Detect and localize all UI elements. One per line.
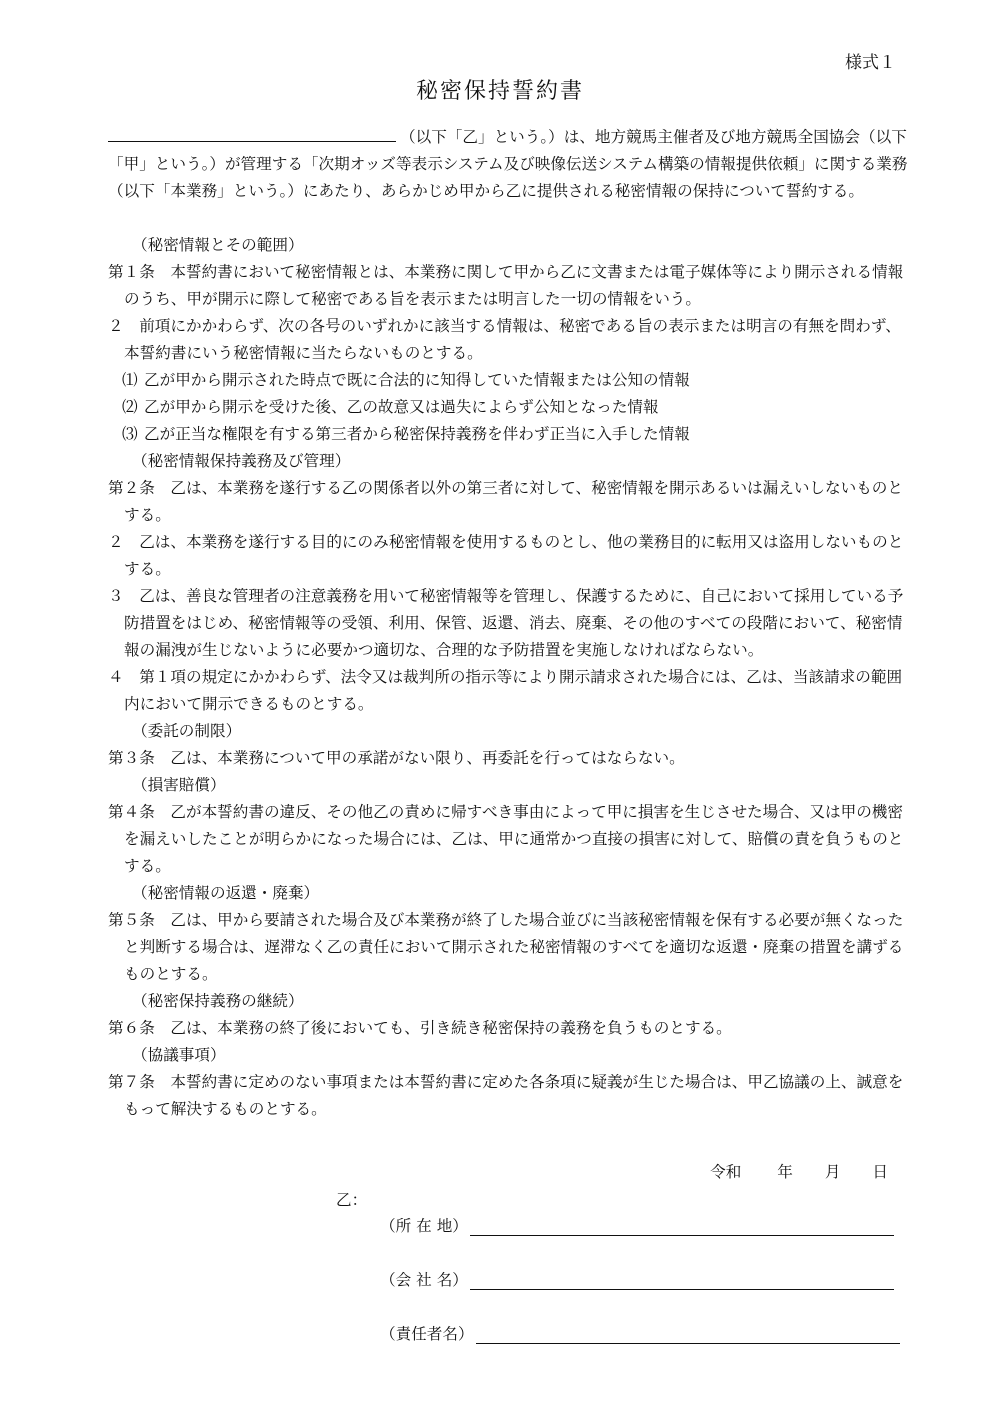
date-line xyxy=(710,1160,888,1182)
article-2-heading: （秘密情報保持義務及び管理） xyxy=(132,452,351,470)
address-row xyxy=(380,1214,894,1236)
document-body xyxy=(108,124,908,1123)
party-name-blank-line xyxy=(108,125,396,142)
article-4-heading: （損害賠償） xyxy=(132,776,226,794)
article-6-paragraph-1: 第６条 乙は、本業務の終了後においても、引き続き秘密保持の義務を負うものとする。 xyxy=(108,1019,732,1037)
article-1-item-1 xyxy=(108,367,908,394)
article-7-paragraph-1: 第７条 本誓約書に定めのない事項または本誓約書に定めた各条項に疑義が生じた場合は、甲乙協議の上、誠意をもって解決するものとする。 xyxy=(108,1073,904,1118)
article-7-heading: （協議事項） xyxy=(132,1046,226,1064)
address-blank-line xyxy=(470,1215,894,1236)
date-month: 月 xyxy=(824,1163,841,1181)
person-blank-line xyxy=(476,1323,900,1344)
article-2-paragraph-4: ４ 第１項の規定にかかわらず、法令又は裁判所の指示等により開示請求された場合には、乙は、当該請求の範囲内において開示できるものとする。 xyxy=(108,668,903,713)
company-blank-line xyxy=(470,1269,894,1290)
article-6-heading: （秘密保持義務の継続） xyxy=(132,992,304,1010)
company-row xyxy=(380,1268,894,1290)
form-number: 様式１ xyxy=(845,53,896,73)
article-4-paragraph-1: 第４条 乙が本誓約書の違反、その他乙の責めに帰すべき事由によって甲に損害を生じさせた場合、又は甲の機密を漏えいしたことが明らかになった場合には、乙は、甲に通常かつ直接の損害に対して、賠償の責を負うものとする。 xyxy=(108,803,904,875)
item-text: 乙が正当な権限を有する第三者から秘密保持義務を伴わず正当に入手した情報 xyxy=(144,425,690,443)
article-1-paragraph-1: 第１条 本誓約書において秘密情報とは、本業務に関して甲から乙に文書または電子媒体等により開示される情報のうち、甲が開示に際して秘密である旨を表示または明言した一切の情報をいう。 xyxy=(108,263,904,308)
date-era: 令和 xyxy=(710,1163,742,1181)
article-2-paragraph-3: ３ 乙は、善良な管理者の注意義務を用いて秘密情報等を管理し、保護するために、自己において採用している予防措置をはじめ、秘密情報等の受領、利用、保管、返還、消去、廃棄、その他のすべての段階において、秘密情報の漏洩が生じないように必要かつ適切な、合理的な予防措置を実施しなければならない。 xyxy=(108,587,904,659)
document-title: 秘密保持誓約書 xyxy=(415,79,584,104)
article-2-paragraph-1: 第２条 乙は、本業務を遂行する乙の関係者以外の第三者に対して、秘密情報を開示あるいは漏えいしないものとする。 xyxy=(108,479,903,524)
company-label: （会 社 名） xyxy=(380,1271,468,1289)
article-1-paragraph-2: ２ 前項にかかわらず、次の各号のいずれかに該当する情報は、秘密である旨の表示または明言の有無を問わず、本誓約書にいう秘密情報に当たらないものとする。 xyxy=(108,317,901,362)
date-year: 年 xyxy=(777,1163,793,1181)
article-3-paragraph-1: 第３条 乙は、本業務について甲の承諾がない限り、再委託を行ってはならない。 xyxy=(108,749,685,767)
person-label: （責任者名） xyxy=(380,1325,474,1343)
person-row xyxy=(380,1322,900,1344)
item-number: ⑶ xyxy=(122,425,138,443)
article-1-item-3 xyxy=(108,421,908,448)
item-text: 乙が甲から開示を受けた後、乙の故意又は過失によらず公知となった情報 xyxy=(144,398,659,416)
article-1-heading: （秘密情報とその範囲） xyxy=(132,236,304,254)
article-5-paragraph-1: 第５条 乙は、甲から要請された場合及び本業務が終了した場合並びに当該秘密情報を保有する必要が無くなったと判断する場合は、遅滞なく乙の責任において開示された秘密情報のすべてを適切な返還・廃棄の措置を講ずるものとする。 xyxy=(108,911,904,983)
signature-party-label: 乙： xyxy=(336,1191,368,1209)
address-label: （所 在 地） xyxy=(380,1217,468,1235)
date-day: 日 xyxy=(872,1163,888,1181)
article-5-heading: （秘密情報の返還・廃棄） xyxy=(132,884,320,902)
item-number: ⑴ xyxy=(122,371,138,389)
article-1-item-2 xyxy=(108,394,908,421)
intro-text: （以下「乙」という。）は、地方競馬主催者及び地方競馬全国協会（以下「甲」という。）が管理する「次期オッズ等表示システム及び映像伝送システム構築の情報提供依頼」に関する業務（以下「本業務」という。）にあたり、あらかじめ甲から乙に提供される秘密情報の保持について誓約する。 xyxy=(108,128,908,200)
intro-paragraph xyxy=(108,124,908,205)
article-2-paragraph-2: ２ 乙は、本業務を遂行する目的にのみ秘密情報を使用するものとし、他の業務目的に転用又は盗用しないものとする。 xyxy=(108,533,904,578)
article-3-heading: （委託の制限） xyxy=(132,722,242,740)
item-text: 乙が甲から開示された時点で既に合法的に知得していた情報または公知の情報 xyxy=(144,371,690,389)
item-number: ⑵ xyxy=(122,398,138,416)
